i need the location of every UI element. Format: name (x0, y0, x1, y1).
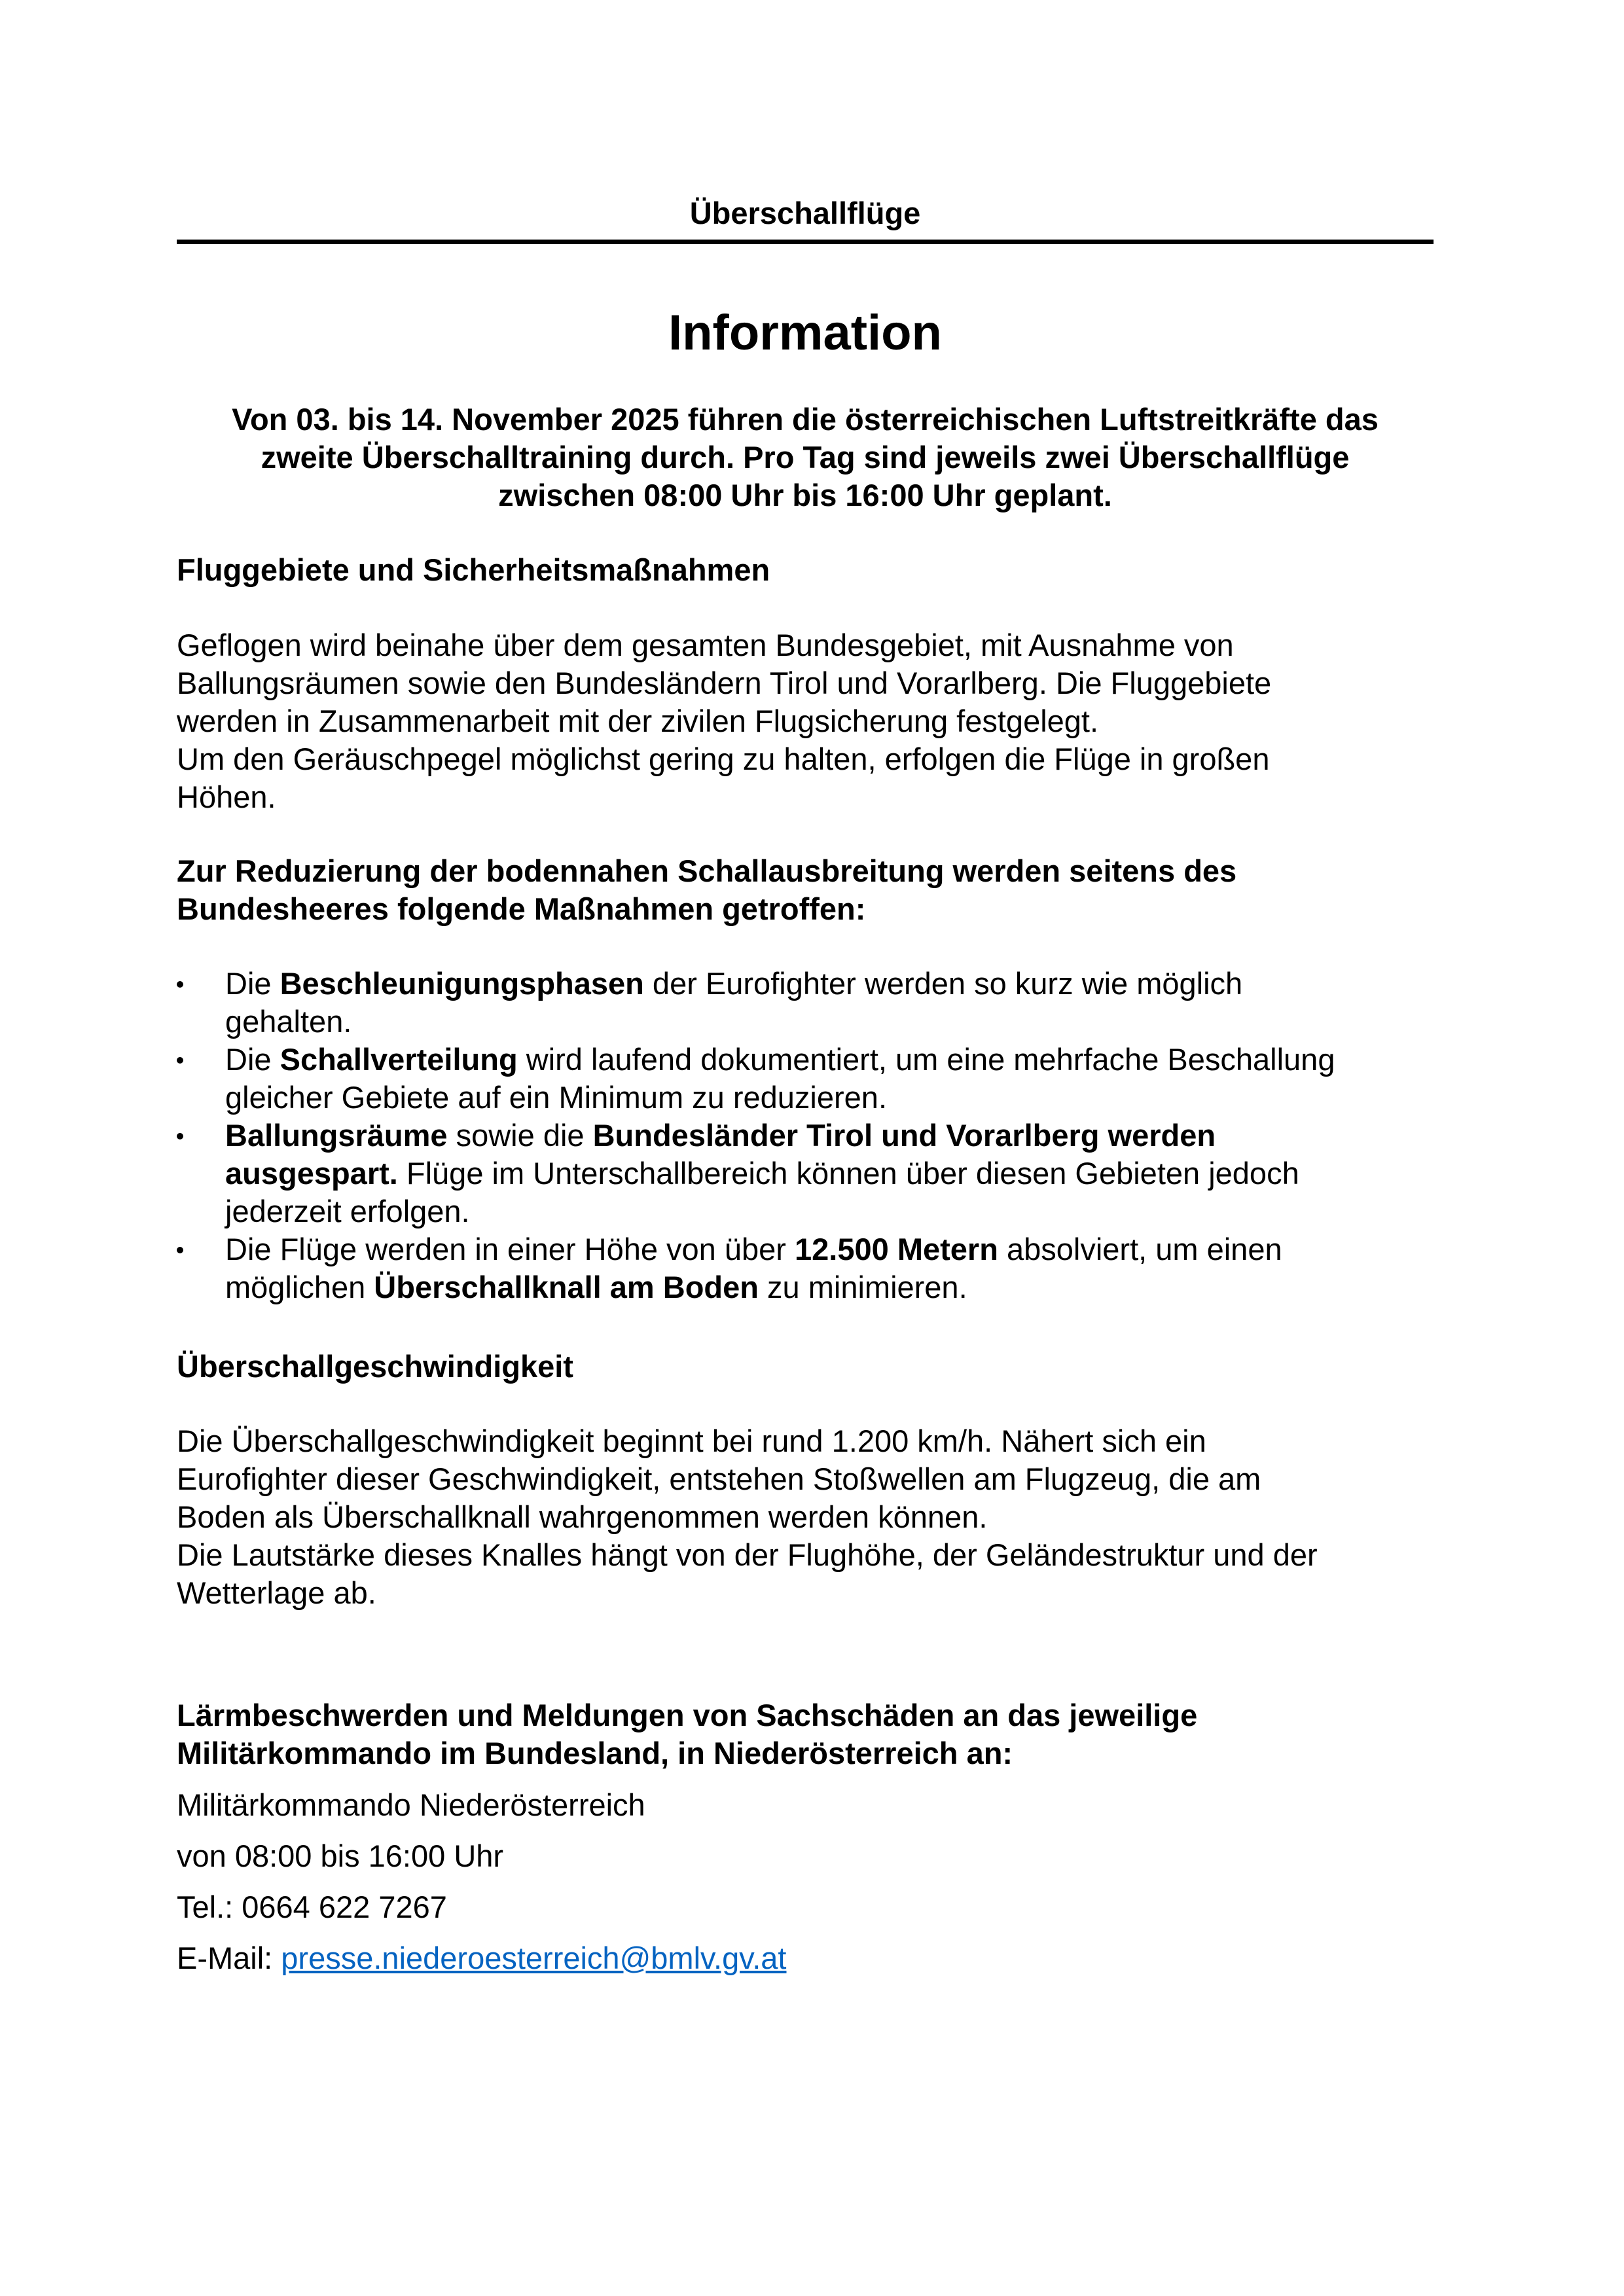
text-run: gehalten. (225, 1004, 352, 1039)
page-title: Information (668, 305, 942, 361)
list-item (177, 965, 1434, 1041)
text-run: jederzeit erfolgen. (225, 1194, 470, 1229)
email-link[interactable]: presse.niederoesterreich@bmlv.gv.at (281, 1941, 787, 1975)
complaints-heading (177, 1696, 1434, 1772)
heading-line: Lärmbeschwerden und Meldungen von Sachschäden an das jeweilige (177, 1698, 1198, 1732)
email-label: E-Mail: (177, 1941, 281, 1975)
contact-hours: von 08:00 bis 16:00 Uhr (177, 1839, 504, 1873)
text-run: Die (225, 966, 280, 1001)
section-paragraph-ueberschall (177, 1422, 1434, 1612)
text-run: Flüge im Unterschallbereich können über diesen Gebieten jedoch (397, 1156, 1299, 1191)
text-run-bold: ausgespart. (225, 1156, 398, 1191)
list-item (177, 1117, 1434, 1230)
header-title: Überschallflüge (689, 196, 921, 230)
paragraph-line: Höhen. (177, 780, 276, 814)
measures-heading (177, 852, 1434, 928)
contact-email (177, 1939, 1434, 1977)
text-run: zu minimieren. (758, 1270, 967, 1304)
paragraph-line: Eurofighter dieser Geschwindigkeit, entstehen Stoßwellen am Flugzeug, die am (177, 1462, 1261, 1496)
paragraph-line: Wetterlage ab. (177, 1575, 376, 1610)
paragraph-line: Um den Geräuschpegel möglichst gering zu halten, erfolgen die Flüge in großen (177, 742, 1270, 776)
text-run-bold: Bundesländer Tirol und Vorarlberg werden (592, 1118, 1216, 1153)
intro-line: zweite Überschalltraining durch. Pro Tag sind jeweils zwei Überschallflüge (261, 440, 1350, 475)
paragraph-line: Ballungsräumen sowie den Bundesländern Tirol und Vorarlberg. Die Fluggebiete (177, 666, 1272, 700)
list-item (177, 1230, 1434, 1306)
intro-line: Von 03. bis 14. November 2025 führen die österreichischen Luftstreitkräfte das (232, 402, 1379, 437)
text-run-bold: Überschallknall am Boden (374, 1270, 759, 1304)
heading-line: Zur Reduzierung der bodennahen Schallausbreitung werden seitens des (177, 853, 1237, 888)
heading-line: Bundesheeres folgende Maßnahmen getroffen: (177, 891, 866, 926)
text-run: Die Flüge werden in einer Höhe von über (225, 1232, 795, 1266)
text-run: absolviert, um einen (998, 1232, 1282, 1266)
text-run: Die (225, 1042, 280, 1077)
intro-line: zwischen 08:00 Uhr bis 16:00 Uhr geplant. (498, 478, 1112, 512)
text-run: wird laufend dokumentiert, um eine mehrfache Beschallung (517, 1042, 1335, 1077)
text-run: möglichen (225, 1270, 374, 1304)
header-divider (177, 240, 1434, 244)
text-run: gleicher Gebiete auf ein Minimum zu reduzieren. (225, 1080, 888, 1115)
text-run-bold: Ballungsräume (225, 1118, 448, 1153)
list-item (177, 1041, 1434, 1117)
section-heading-fluggebiete: Fluggebiete und Sicherheitsmaßnahmen (177, 552, 770, 587)
contact-phone: Tel.: 0664 622 7267 (177, 1890, 447, 1924)
paragraph-line: Die Überschallgeschwindigkeit beginnt bei rund 1.200 km/h. Nähert sich ein (177, 1424, 1206, 1458)
paragraph-line: werden in Zusammenarbeit mit der zivilen Flugsicherung festgelegt. (177, 704, 1099, 738)
contact-organization: Militärkommando Niederösterreich (177, 1787, 645, 1822)
text-run-bold: Schallverteilung (280, 1042, 518, 1077)
text-run: sowie die (447, 1118, 593, 1153)
paragraph-line: Die Lautstärke dieses Knalles hängt von der Flughöhe, der Geländestruktur und der (177, 1537, 1318, 1572)
text-run: der Eurofighter werden so kurz wie möglich (643, 966, 1243, 1001)
paragraph-line: Geflogen wird beinahe über dem gesamten Bundesgebiet, mit Ausnahme von (177, 628, 1234, 662)
intro-paragraph (177, 401, 1434, 514)
section-heading-ueberschall: Überschallgeschwindigkeit (177, 1349, 573, 1384)
measures-list (177, 965, 1434, 1306)
section-paragraph-fluggebiete (177, 626, 1434, 816)
heading-line: Militärkommando im Bundesland, in Niederösterreich an: (177, 1736, 1013, 1770)
paragraph-line: Boden als Überschallknall wahrgenommen werden können. (177, 1499, 988, 1534)
text-run-bold: Beschleunigungsphasen (280, 966, 644, 1001)
text-run-bold: 12.500 Metern (795, 1232, 998, 1266)
